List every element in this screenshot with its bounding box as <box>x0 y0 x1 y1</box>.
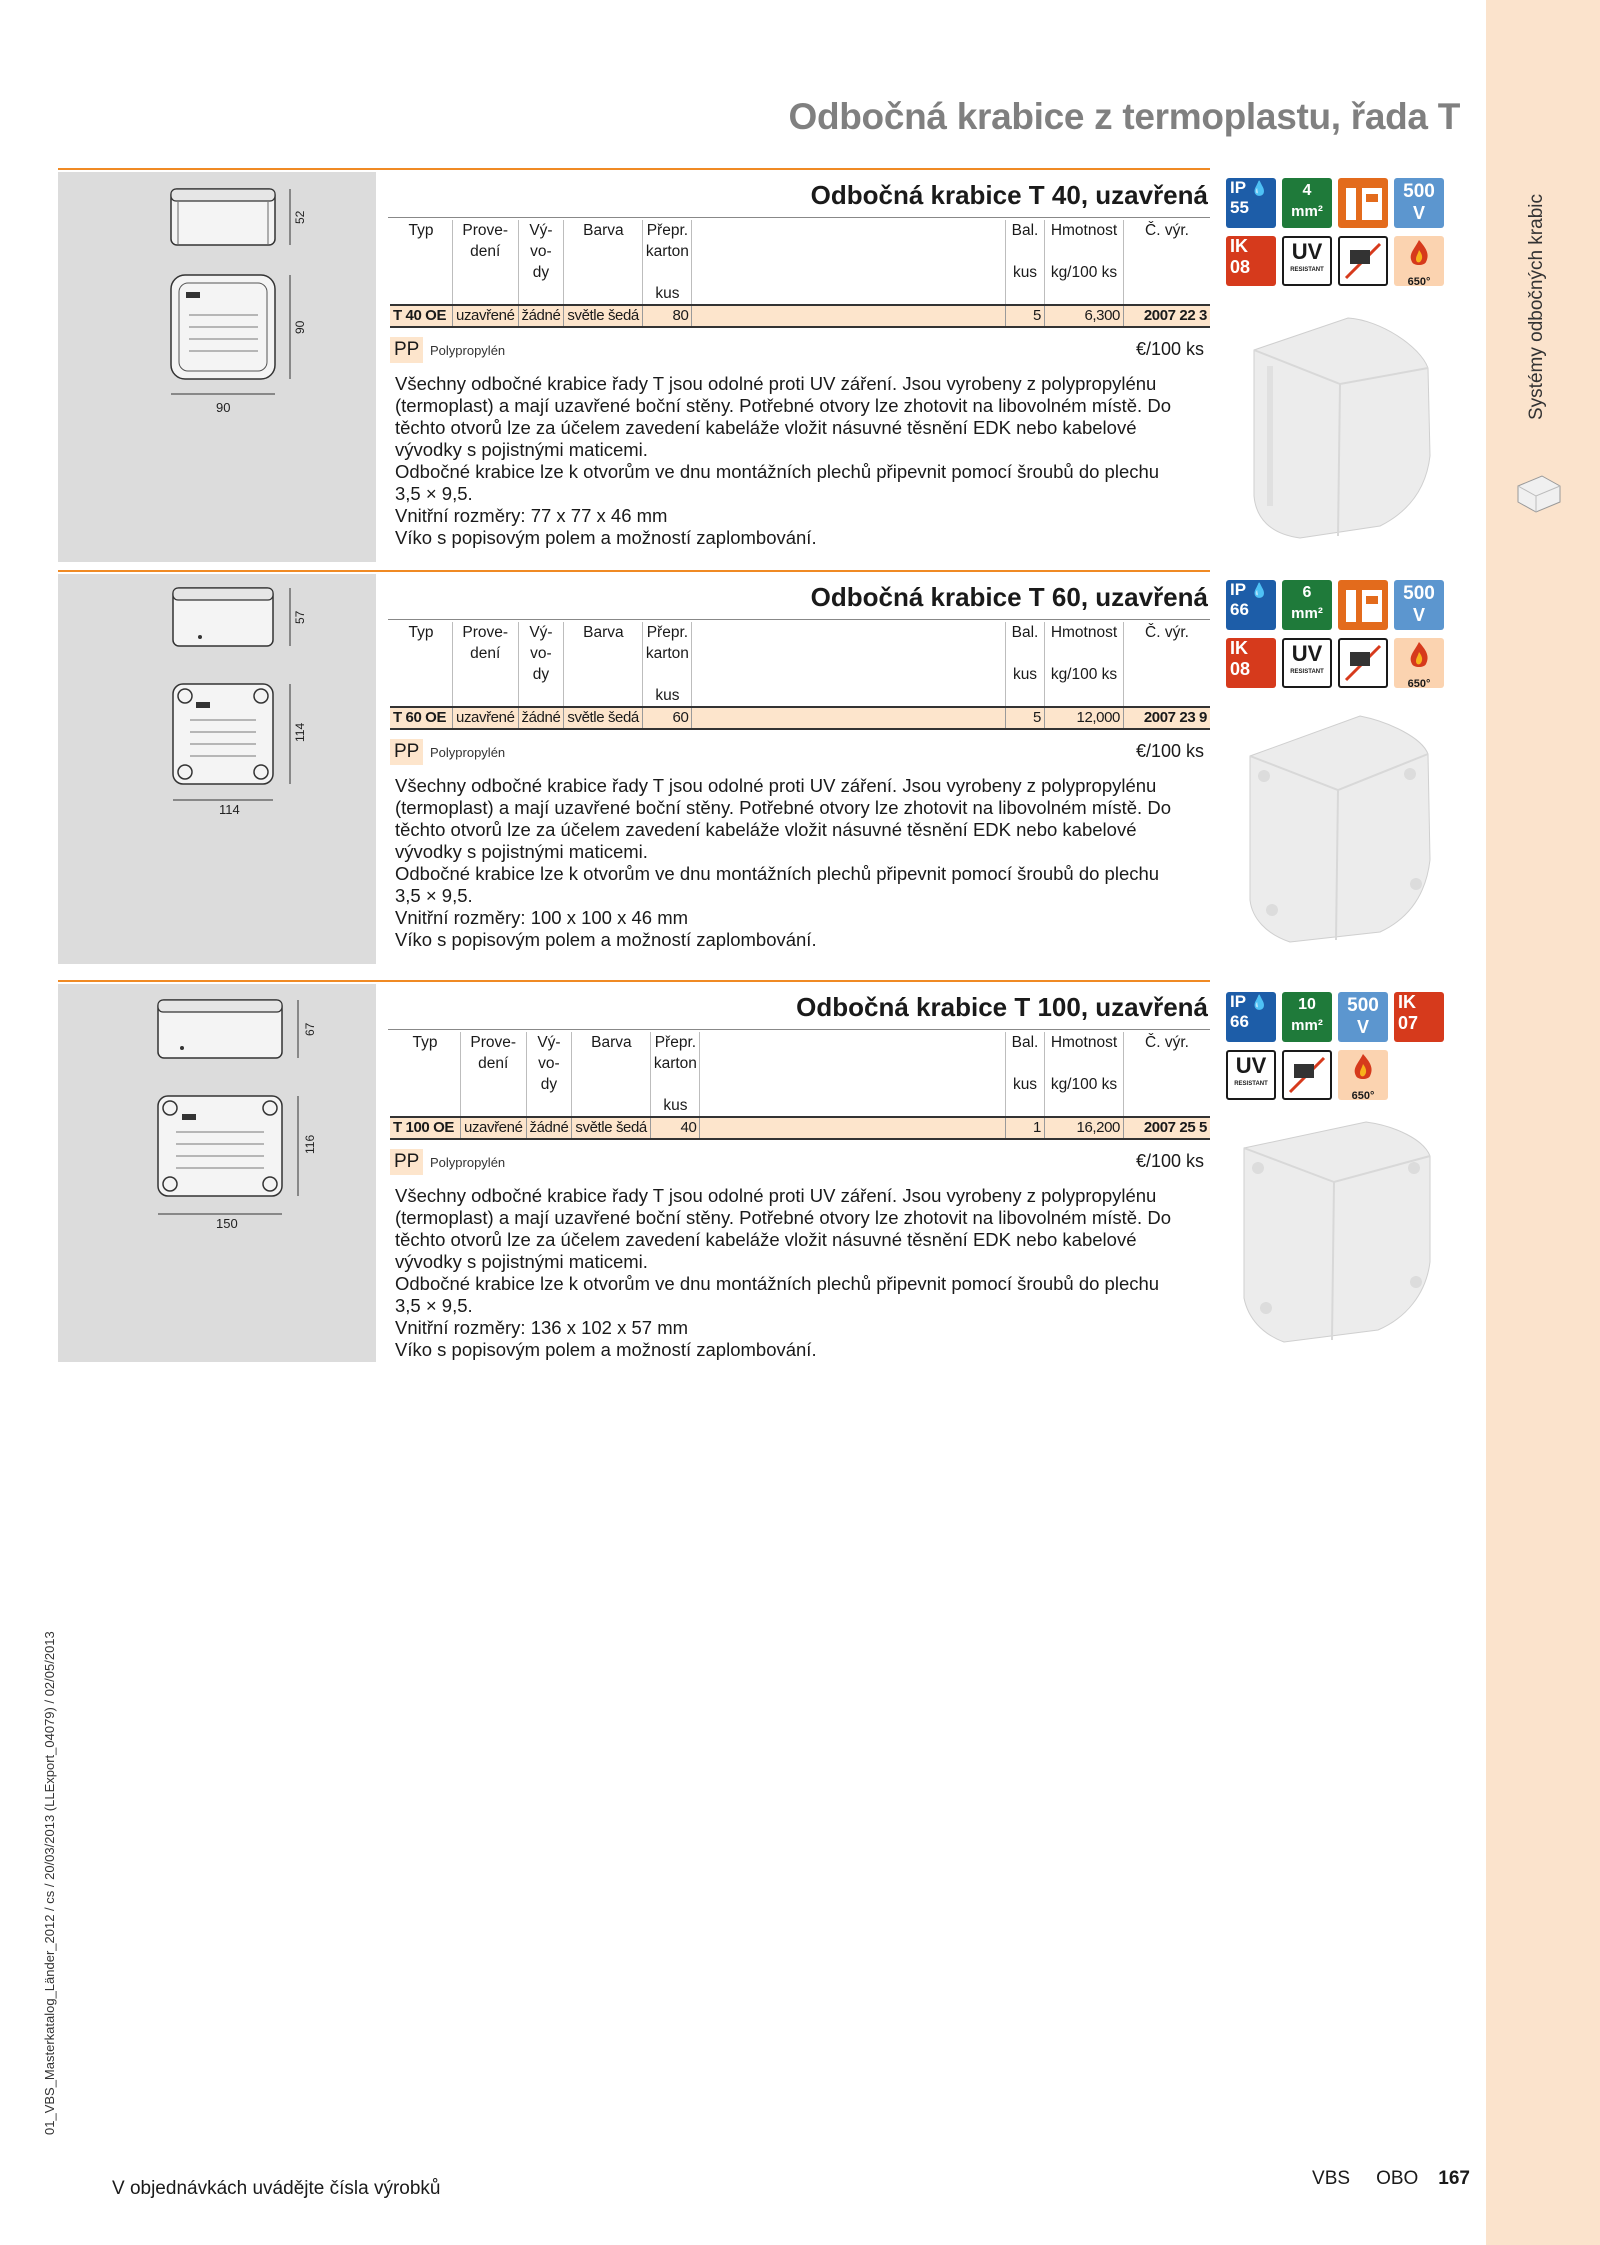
col-cvyr: Č. výr. <box>1145 624 1189 641</box>
price-unit: €/100 ks <box>1135 339 1204 359</box>
material-name: Polypropylén <box>430 343 506 358</box>
installation-icon <box>1338 580 1388 630</box>
section-divider <box>58 570 1210 572</box>
cell-typ: T 40 OE <box>390 305 453 327</box>
col-hmotnost: Hmotnost kg/100 ks <box>1045 1032 1124 1117</box>
product-title: Odbočná krabice T 40, uzavřená <box>810 180 1208 210</box>
technical-drawing-t60 <box>58 574 376 964</box>
product-title: Odbočná krabice T 60, uzavřená <box>810 582 1208 612</box>
product-section-t40 <box>58 168 1435 562</box>
voltage-badge: 500 V <box>1394 178 1444 228</box>
footer-brand-obo: OBO <box>1376 2168 1419 2189</box>
installation-badge <box>1338 580 1388 630</box>
col-cvyr: Č. výr. <box>1145 1034 1189 1051</box>
flame-icon <box>1394 638 1444 672</box>
cell-provedeni: uzavřené <box>453 707 519 729</box>
cell-hmotnost: 16,200 <box>1045 1117 1124 1139</box>
flame-icon <box>1394 236 1444 270</box>
cell-order-number[interactable]: 2007 25 5 <box>1124 1117 1211 1139</box>
material-row <box>390 1149 1210 1175</box>
flame-icon <box>1338 1050 1388 1084</box>
col-bal: Bal. kus <box>1006 1032 1045 1117</box>
table-row <box>390 305 1210 327</box>
footer-brand <box>1312 2168 1470 2190</box>
col-barva: Barva <box>572 1032 651 1117</box>
impact-rating-badge: IK 07 <box>1394 992 1444 1042</box>
price-unit: €/100 ks <box>1135 1151 1204 1171</box>
title-rule <box>388 619 1210 620</box>
title-rule <box>388 1029 1210 1030</box>
halogen-free-icon <box>1284 1052 1330 1098</box>
cell-bal: 1 <box>1006 1117 1045 1139</box>
product-photo-t60 <box>1230 704 1440 950</box>
col-spacer <box>700 1032 1006 1117</box>
col-provedeni: Prove- dení <box>453 220 519 305</box>
cell-barva: světle šedá <box>564 305 643 327</box>
cell-prepr: 60 <box>643 707 692 729</box>
voltage-badge: 500 V <box>1394 580 1444 630</box>
col-typ: Typ <box>390 622 453 707</box>
cell-prepr: 40 <box>651 1117 700 1139</box>
page-title: Odbočná krabice z termoplastu, řada T <box>788 96 1460 137</box>
dim-width: 150 <box>216 1216 238 1231</box>
footer-meta: 01_VBS_Masterkatalog_Länder_2012 / cs / 20/03/2013 (LLExport_04079) / 02/05/2013 <box>42 1631 57 2135</box>
col-typ: Typ <box>390 1032 461 1117</box>
cell-bal: 5 <box>1006 305 1045 327</box>
table-row <box>390 707 1210 729</box>
halogen-free-badge <box>1282 1050 1332 1100</box>
ip-rating-badge: IP 💧 66 <box>1226 580 1276 630</box>
spec-table <box>390 220 1210 328</box>
title-rule <box>388 217 1210 218</box>
cell-vyvody: žádné <box>518 305 564 327</box>
product-section-t100 <box>58 980 1419 1362</box>
product-description: Všechny odbočné krabice řady T jsou odolné proti UV záření. Jsou vyrobeny z polypropylénu (termoplast) a mají uzavřené boční stěny. Potřebné otvory lze zhotovit na libovolném místě. Do těchto otvorů lze za účelem zavedení kabeláže vložit násuvné těsnění EDK nebo kabelové vývodky s pojistnými maticemi. Odbočné krabice lze k otvorům ve dnu montážních plechů připevnit pomocí šroubů do plechu 3,5 × 9,5. Vnitřní rozměry: 100 x 100 x 46 mm Víko s popisovým polem a možností zaplombování. <box>395 775 1171 950</box>
dim-depth: 116 <box>303 1134 317 1154</box>
material-row <box>390 337 1210 363</box>
section-divider <box>58 168 1210 170</box>
cross-section-badge: 6 mm² <box>1282 580 1332 630</box>
halogen-free-badge <box>1338 638 1388 688</box>
col-prepr: Přepr. karton kus <box>643 220 692 305</box>
halogen-free-icon <box>1340 238 1386 284</box>
product-photo-t100 <box>1230 1112 1440 1350</box>
page-number: 167 <box>1438 2168 1470 2189</box>
cell-vyvody: žádné <box>526 1117 572 1139</box>
impact-rating-badge: IK 08 <box>1226 236 1276 286</box>
impact-rating-badge: IK 08 <box>1226 638 1276 688</box>
cell-prepr: 80 <box>643 305 692 327</box>
uv-resistant-badge: UV RESISTANT <box>1226 1050 1276 1100</box>
cell-bal: 5 <box>1006 707 1045 729</box>
col-typ: Typ <box>390 220 453 305</box>
col-hmotnost: Hmotnost kg/100 ks <box>1045 220 1124 305</box>
col-barva: Barva <box>564 220 643 305</box>
cell-typ: T 60 OE <box>390 707 453 729</box>
junction-box-thumbnail-icon <box>1512 468 1564 514</box>
fire-test-badge: 650° <box>1338 1050 1388 1100</box>
cell-vyvody: žádné <box>518 707 564 729</box>
halogen-free-badge <box>1338 236 1388 286</box>
col-bal: Bal. kus <box>1006 220 1045 305</box>
material-name: Polypropylén <box>430 745 506 760</box>
technical-drawing-t100 <box>58 984 376 1362</box>
dim-height: 57 <box>293 610 307 624</box>
uv-resistant-badge: UV RESISTANT <box>1282 236 1332 286</box>
material-badge: PP <box>390 739 423 765</box>
dim-depth: 90 <box>293 320 307 334</box>
cross-section-badge: 10 mm² <box>1282 992 1332 1042</box>
col-hmotnost: Hmotnost kg/100 ks <box>1045 622 1124 707</box>
col-prepr: Přepr. karton kus <box>651 1032 700 1117</box>
cell-provedeni: uzavřené <box>453 305 519 327</box>
footer-note: V objednávkách uvádějte čísla výrobků <box>112 2178 441 2199</box>
material-row <box>390 739 1210 765</box>
voltage-badge: 500 V <box>1338 992 1388 1042</box>
dim-height: 52 <box>293 210 307 224</box>
product-description: Všechny odbočné krabice řady T jsou odolné proti UV záření. Jsou vyrobeny z polypropylénu (termoplast) a mají uzavřené boční stěny. Potřebné otvory lze zhotovit na libovolném místě. Do těchto otvorů lze za účelem zavedení kabeláže vložit násuvné těsnění EDK nebo kabelové vývodky s pojistnými maticemi. Odbočné krabice lze k otvorům ve dnu montážních plechů připevnit pomocí šroubů do plechu 3,5 × 9,5. Vnitřní rozměry: 77 x 77 x 46 mm Víko s popisovým polem a možností zaplombování. <box>395 373 1171 548</box>
col-cvyr: Č. výr. <box>1145 222 1189 239</box>
price-unit: €/100 ks <box>1135 741 1204 761</box>
halogen-free-icon <box>1340 640 1386 686</box>
technical-drawing-t40 <box>58 172 376 562</box>
cell-barva: světle šedá <box>564 707 643 729</box>
material-badge: PP <box>390 337 423 363</box>
dim-height: 67 <box>303 1022 317 1036</box>
fire-test-badge: 650° <box>1394 236 1444 286</box>
product-description: Všechny odbočné krabice řady T jsou odolné proti UV záření. Jsou vyrobeny z polypropylénu (termoplast) a mají uzavřené boční stěny. Potřebné otvory lze zhotovit na libovolném místě. Do těchto otvorů lze za účelem zavedení kabeláže vložit násuvné těsnění EDK nebo kabelové vývodky s pojistnými maticemi. Odbočné krabice lze k otvorům ve dnu montážních plechů připevnit pomocí šroubů do plechu 3,5 × 9,5. Vnitřní rozměry: 136 x 102 x 57 mm Víko s popisovým polem a možností zaplombování. <box>395 1185 1171 1360</box>
col-spacer <box>692 622 1006 707</box>
footer-brand-vbs: VBS <box>1312 2168 1351 2189</box>
side-category-label: Systémy odbočných krabic <box>1526 194 1547 420</box>
col-vyvody: Vý- vo- dy <box>526 1032 572 1117</box>
cell-hmotnost: 6,300 <box>1045 305 1124 327</box>
spec-table <box>390 622 1210 730</box>
section-divider <box>58 980 1210 982</box>
uv-resistant-badge: UV RESISTANT <box>1282 638 1332 688</box>
cell-order-number[interactable]: 2007 22 3 <box>1124 305 1211 327</box>
ip-rating-badge: IP 💧 55 <box>1226 178 1276 228</box>
col-prepr: Přepr. karton kus <box>643 622 692 707</box>
col-provedeni: Prove- dení <box>453 622 519 707</box>
cell-provedeni: uzavřené <box>461 1117 527 1139</box>
col-spacer <box>692 220 1006 305</box>
col-barva: Barva <box>564 622 643 707</box>
dim-width: 114 <box>219 802 240 817</box>
product-section-t60 <box>58 570 1435 964</box>
cell-spacer <box>692 305 1006 327</box>
fire-test-badge: 650° <box>1394 638 1444 688</box>
product-title: Odbočná krabice T 100, uzavřená <box>796 992 1208 1022</box>
installation-badge <box>1338 178 1388 228</box>
material-name: Polypropylén <box>430 1155 506 1170</box>
dim-width: 90 <box>216 400 231 415</box>
installation-icon <box>1338 178 1388 228</box>
cell-typ: T 100 OE <box>390 1117 461 1139</box>
dim-depth: 114 <box>293 722 307 742</box>
cell-hmotnost: 12,000 <box>1045 707 1124 729</box>
table-row <box>390 1117 1210 1139</box>
col-vyvody: Vý- vo- dy <box>518 220 564 305</box>
col-bal: Bal. kus <box>1006 622 1045 707</box>
cross-section-badge: 4 mm² <box>1282 178 1332 228</box>
cell-spacer <box>692 707 1006 729</box>
cell-barva: světle šedá <box>572 1117 651 1139</box>
col-provedeni: Prove- dení <box>461 1032 527 1117</box>
col-vyvody: Vý- vo- dy <box>518 622 564 707</box>
cell-order-number[interactable]: 2007 23 9 <box>1124 707 1211 729</box>
ip-rating-badge: IP 💧 66 <box>1226 992 1276 1042</box>
material-badge: PP <box>390 1149 423 1175</box>
spec-table <box>390 1032 1210 1140</box>
cell-spacer <box>700 1117 1006 1139</box>
product-photo-t40 <box>1230 306 1440 544</box>
